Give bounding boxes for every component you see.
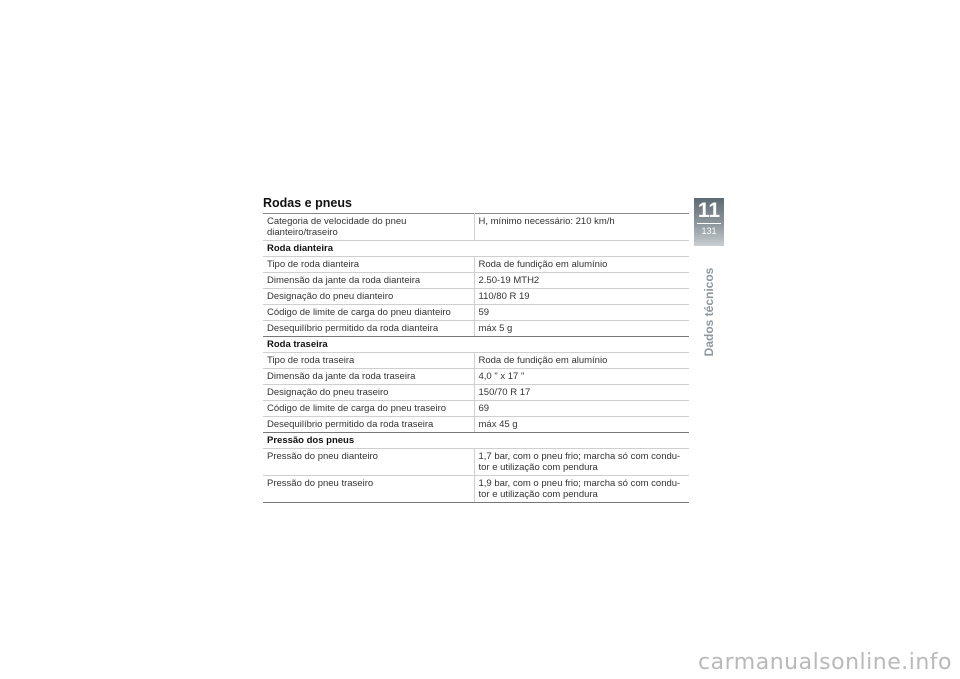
section-heading: Roda traseira	[263, 337, 689, 353]
row-label: Designação do pneu traseiro	[263, 385, 474, 401]
row-value: Roda de fundição em alumínio	[474, 257, 689, 273]
row-value: 59	[474, 305, 689, 321]
row-value: 2.50-19 MTH2	[474, 273, 689, 289]
table-row	[263, 289, 689, 305]
row-value-line: 1,9 bar, com o pneu frio; marcha só com condu-	[478, 478, 681, 489]
table-row	[263, 273, 689, 289]
row-label: Código de limite de carga do pneu dianteiro	[263, 305, 474, 321]
row-value: máx 5 g	[474, 321, 689, 337]
chapter-number: 11	[697, 199, 721, 222]
page-title: Rodas e pneus	[263, 196, 352, 210]
section-heading: Roda dianteira	[263, 241, 689, 257]
table-row	[263, 353, 689, 369]
row-label: Pressão do pneu traseiro	[263, 476, 474, 503]
section-heading-tyre-pressure	[263, 433, 689, 449]
row-value: 150/70 R 17	[474, 385, 689, 401]
chapter-tab	[694, 198, 724, 246]
row-value: 110/80 R 19	[474, 289, 689, 305]
row-label: Pressão do pneu dianteiro	[263, 449, 474, 476]
page-number: 131	[701, 226, 717, 236]
row-value: H, mínimo necessário: 210 km/h	[474, 214, 689, 241]
row-value: 69	[474, 401, 689, 417]
row-label: Tipo de roda traseira	[263, 353, 474, 369]
section-heading-front-wheel	[263, 241, 689, 257]
table-row	[263, 417, 689, 433]
table-row	[263, 476, 689, 503]
row-value-line: tor e utilização com pendura	[478, 489, 598, 500]
watermark: carmanualsonline.info	[698, 650, 952, 675]
section-heading: Pressão dos pneus	[263, 433, 689, 449]
row-label: Dimensão da jante da roda traseira	[263, 369, 474, 385]
row-label: Categoria de velocidade do pneu dianteiro/traseiro	[263, 214, 474, 241]
section-heading-rear-wheel	[263, 337, 689, 353]
row-value-line: 1,7 bar, com o pneu frio; marcha só com condu-	[478, 451, 681, 462]
table-row	[263, 257, 689, 273]
row-value	[474, 476, 689, 503]
row-value-line: tor e utilização com pendura	[478, 462, 598, 473]
row-label: Designação do pneu dianteiro	[263, 289, 474, 305]
row-value	[474, 449, 689, 476]
row-label: Desequilíbrio permitido da roda dianteira	[263, 321, 474, 337]
row-value: 4,0 " x 17 "	[474, 369, 689, 385]
chapter-tab-divider	[697, 223, 721, 224]
table-row	[263, 305, 689, 321]
table-row	[263, 385, 689, 401]
chapter-title: Dados técnicos	[702, 267, 716, 357]
row-label: Desequilíbrio permitido da roda traseira	[263, 417, 474, 433]
table-row	[263, 449, 689, 476]
table-row	[263, 369, 689, 385]
specifications-table	[263, 213, 689, 503]
row-value: Roda de fundição em alumínio	[474, 353, 689, 369]
row-label: Código de limite de carga do pneu traseiro	[263, 401, 474, 417]
row-label: Dimensão da jante da roda dianteira	[263, 273, 474, 289]
table-row	[263, 214, 689, 241]
row-label: Tipo de roda dianteira	[263, 257, 474, 273]
row-value: máx 45 g	[474, 417, 689, 433]
table-row	[263, 321, 689, 337]
table-row	[263, 401, 689, 417]
